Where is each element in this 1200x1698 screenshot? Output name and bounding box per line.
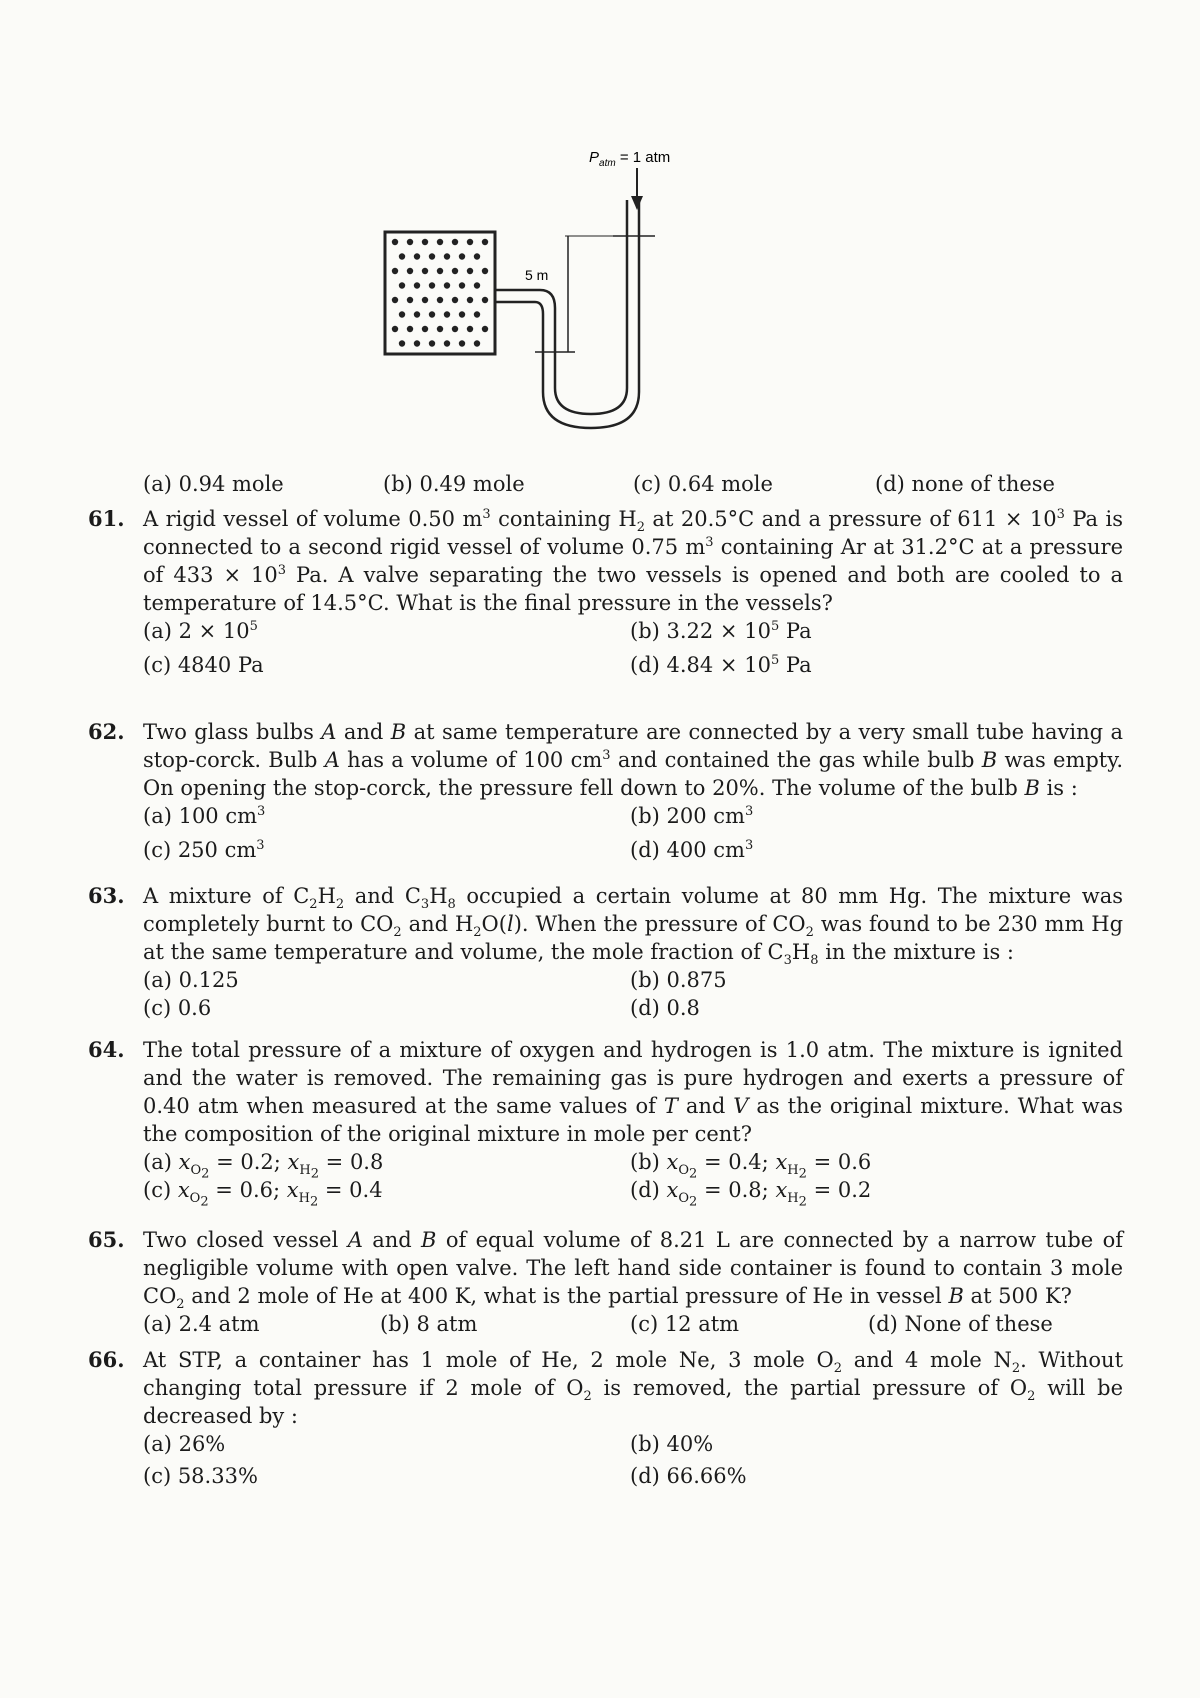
gas-molecule-dot: [407, 268, 413, 274]
gas-molecule-dot: [437, 326, 443, 332]
gas-molecule-dot: [467, 297, 473, 303]
question-text: Two glass bulbs A and B at same temperature are connected by a very small tube having a stop-corck. Bulb A has a volume of 100 $cm^3$ and contained the gas while bulb B was empty. On opening the stop-corck, the pressure fell down to 20%. The volume of the bulb B is :: [143, 720, 1123, 800]
manometer-diagram: [365, 130, 705, 460]
gas-molecule-dot: [437, 297, 443, 303]
option-c[interactable]: (c) 250 $cm^3$: [143, 838, 265, 862]
gas-molecule-dot: [444, 340, 450, 346]
gas-molecule-dot: [444, 311, 450, 317]
question-64: [88, 1036, 1123, 1210]
option-a[interactable]: (a) 0.125: [143, 968, 239, 992]
question-number: 66.: [88, 1347, 125, 1372]
question-text: The total pressure of a mixture of oxygen and hydrogen is 1.0 atm. The mixture is ignited and the water is removed. The remaining gas is pure hydrogen and exerts a pressure of 0.40 atm when measured at the same values of T and V as the original mixture. What was the composition of the original mixture in mole per cent?: [143, 1038, 1123, 1146]
gas-molecule-dot: [422, 326, 428, 332]
gas-molecule-dot: [444, 253, 450, 259]
gas-molecule-dot: [459, 282, 465, 288]
option-b[interactable]: (b) $x_{O_2} = 0.4$; $x_{H_2} = 0.6$: [630, 1150, 872, 1182]
option-a[interactable]: (a) $x_{O_2} = 0.2$; $x_{H_2} = 0.8$: [143, 1150, 384, 1182]
gas-molecule-dot: [459, 253, 465, 259]
gas-container: [385, 232, 495, 354]
option-c[interactable]: (c) 4840 Pa: [143, 653, 264, 677]
gas-molecule-dot: [399, 311, 405, 317]
patm-label: $P_{atm} = 1$ atm: [589, 149, 671, 169]
gas-molecule-dot: [452, 326, 458, 332]
option-d[interactable]: (d) 66.66%: [630, 1464, 747, 1488]
height-label: 5 m: [525, 267, 549, 283]
options: [143, 1310, 1123, 1338]
gas-molecules: [392, 239, 488, 347]
gas-molecule-dot: [482, 268, 488, 274]
arrow-head: [631, 196, 643, 210]
tube-left-inner: [495, 302, 543, 370]
question-number: 65.: [88, 1227, 125, 1252]
q60-option-d[interactable]: (d) none of these: [875, 472, 1055, 496]
option-b[interactable]: (b) 8 atm: [380, 1312, 478, 1336]
gas-molecule-dot: [474, 340, 480, 346]
gas-molecule-dot: [467, 239, 473, 245]
question-number: 64.: [88, 1037, 125, 1062]
gas-molecule-dot: [474, 253, 480, 259]
gas-molecule-dot: [429, 282, 435, 288]
option-a[interactable]: (a) $2 \times 10^5$: [143, 619, 258, 643]
u-tube-inner: [555, 200, 627, 414]
option-c[interactable]: (c) 58.33%: [143, 1464, 258, 1488]
question-number: 63.: [88, 883, 125, 908]
q60-option-b[interactable]: (b) 0.49 mole: [383, 472, 525, 496]
question-65: [88, 1226, 1123, 1338]
question-number: 62.: [88, 719, 125, 744]
option-d[interactable]: (d) $4.84 \times 10^5$ Pa: [630, 653, 812, 677]
gas-molecule-dot: [429, 340, 435, 346]
option-b[interactable]: (b) 40%: [630, 1432, 714, 1456]
gas-molecule-dot: [437, 268, 443, 274]
question-text: At STP, a container has 1 mole of He, 2 mole Ne, 3 mole $O_2$ and 4 mole $N_2$. Without changing total pressure if 2 mole of $O_2$ is removed, the partial pressure of $O_2$ will be decreased by :: [143, 1348, 1124, 1428]
option-a[interactable]: (a) 2.4 atm: [143, 1312, 260, 1336]
gas-molecule-dot: [407, 297, 413, 303]
question-63: [88, 882, 1123, 1022]
gas-molecule-dot: [474, 282, 480, 288]
option-c[interactable]: (c) 0.6: [143, 996, 212, 1020]
option-d[interactable]: (d) None of these: [868, 1312, 1053, 1336]
gas-molecule-dot: [429, 253, 435, 259]
options: [143, 1148, 1123, 1210]
gas-molecule-dot: [467, 268, 473, 274]
option-d[interactable]: (d) $x_{O_2} = 0.8$; $x_{H_2} = 0.2$: [630, 1178, 872, 1210]
option-c[interactable]: (c) 12 atm: [630, 1312, 740, 1336]
gas-molecule-dot: [399, 253, 405, 259]
gas-molecule-dot: [429, 311, 435, 317]
gas-molecule-dot: [459, 340, 465, 346]
gas-molecule-dot: [459, 311, 465, 317]
question-text: A mixture of $C_2H_2$ and $C_3H_8$ occupied a certain volume at 80 mm Hg. The mixture was completely burnt to $CO_2$ and $H_2O(l)$. When the pressure of $CO_2$ was found to be 230 mm Hg at the same temperature and volume, the mole fraction of $C_3H_8$ in the mixture is :: [143, 884, 1124, 969]
q60-option-a[interactable]: (a) 0.94 mole: [143, 472, 284, 496]
option-b[interactable]: (b) $3.22 \times 10^5$ Pa: [630, 619, 812, 643]
option-d[interactable]: (d) 400 $cm^3$: [630, 838, 754, 862]
gas-molecule-dot: [422, 239, 428, 245]
gas-molecule-dot: [414, 340, 420, 346]
gas-molecule-dot: [452, 239, 458, 245]
u-tube-outer: [543, 200, 639, 428]
gas-molecule-dot: [482, 326, 488, 332]
gas-molecule-dot: [414, 311, 420, 317]
options: [143, 966, 1123, 1022]
option-b[interactable]: (b) 200 $cm^3$: [630, 804, 754, 828]
option-c[interactable]: (c) $x_{O_2} = 0.6$; $x_{H_2} = 0.4$: [143, 1178, 383, 1210]
gas-molecule-dot: [467, 326, 473, 332]
options: [143, 617, 1123, 679]
gas-molecule-dot: [452, 268, 458, 274]
gas-molecule-dot: [444, 282, 450, 288]
gas-molecule-dot: [407, 239, 413, 245]
question-number: 61.: [88, 506, 125, 531]
q60-options: [143, 472, 1103, 500]
gas-molecule-dot: [392, 239, 398, 245]
gas-molecule-dot: [399, 340, 405, 346]
option-a[interactable]: (a) 100 $cm^3$: [143, 804, 266, 828]
gas-molecule-dot: [474, 311, 480, 317]
question-62: [88, 718, 1123, 864]
options: [143, 802, 1123, 864]
question-text: Two closed vessel A and B of equal volume of 8.21 L are connected by a narrow tube of negligible volume with open valve. The left hand side container is found to contain 3 mole $CO_2$ and 2 mole of He at 400 K, what is the partial pressure of He in vessel B at 500 K?: [143, 1228, 1123, 1313]
question-61: [88, 505, 1123, 679]
gas-molecule-dot: [437, 239, 443, 245]
gas-molecule-dot: [407, 326, 413, 332]
question-text: A rigid vessel of volume 0.50 $m^3$ containing $H_2$ at 20.5°C and a pressure of $611 \times 10^3$ Pa is connected to a second rigid vessel of volume 0.75 $m^3$ containing Ar at 31.2°C at a pressure of $433 \times 10^3$ Pa. A valve separating the two vessels is opened and both are cooled to a temperature of 14.5°C. What is the final pressure in the vessels?: [143, 507, 1124, 615]
gas-molecule-dot: [422, 297, 428, 303]
q60-option-c[interactable]: (c) 0.64 mole: [633, 472, 773, 496]
option-b[interactable]: (b) 0.875: [630, 968, 727, 992]
gas-molecule-dot: [392, 268, 398, 274]
gas-molecule-dot: [482, 239, 488, 245]
gas-molecule-dot: [482, 297, 488, 303]
gas-molecule-dot: [399, 282, 405, 288]
question-66: [88, 1346, 1123, 1490]
option-d[interactable]: (d) 0.8: [630, 996, 700, 1020]
gas-molecule-dot: [392, 326, 398, 332]
gas-molecule-dot: [414, 253, 420, 259]
gas-molecule-dot: [422, 268, 428, 274]
option-a[interactable]: (a) 26%: [143, 1432, 226, 1456]
gas-molecule-dot: [392, 297, 398, 303]
gas-molecule-dot: [414, 282, 420, 288]
options: [143, 1430, 1123, 1490]
gas-molecule-dot: [452, 297, 458, 303]
